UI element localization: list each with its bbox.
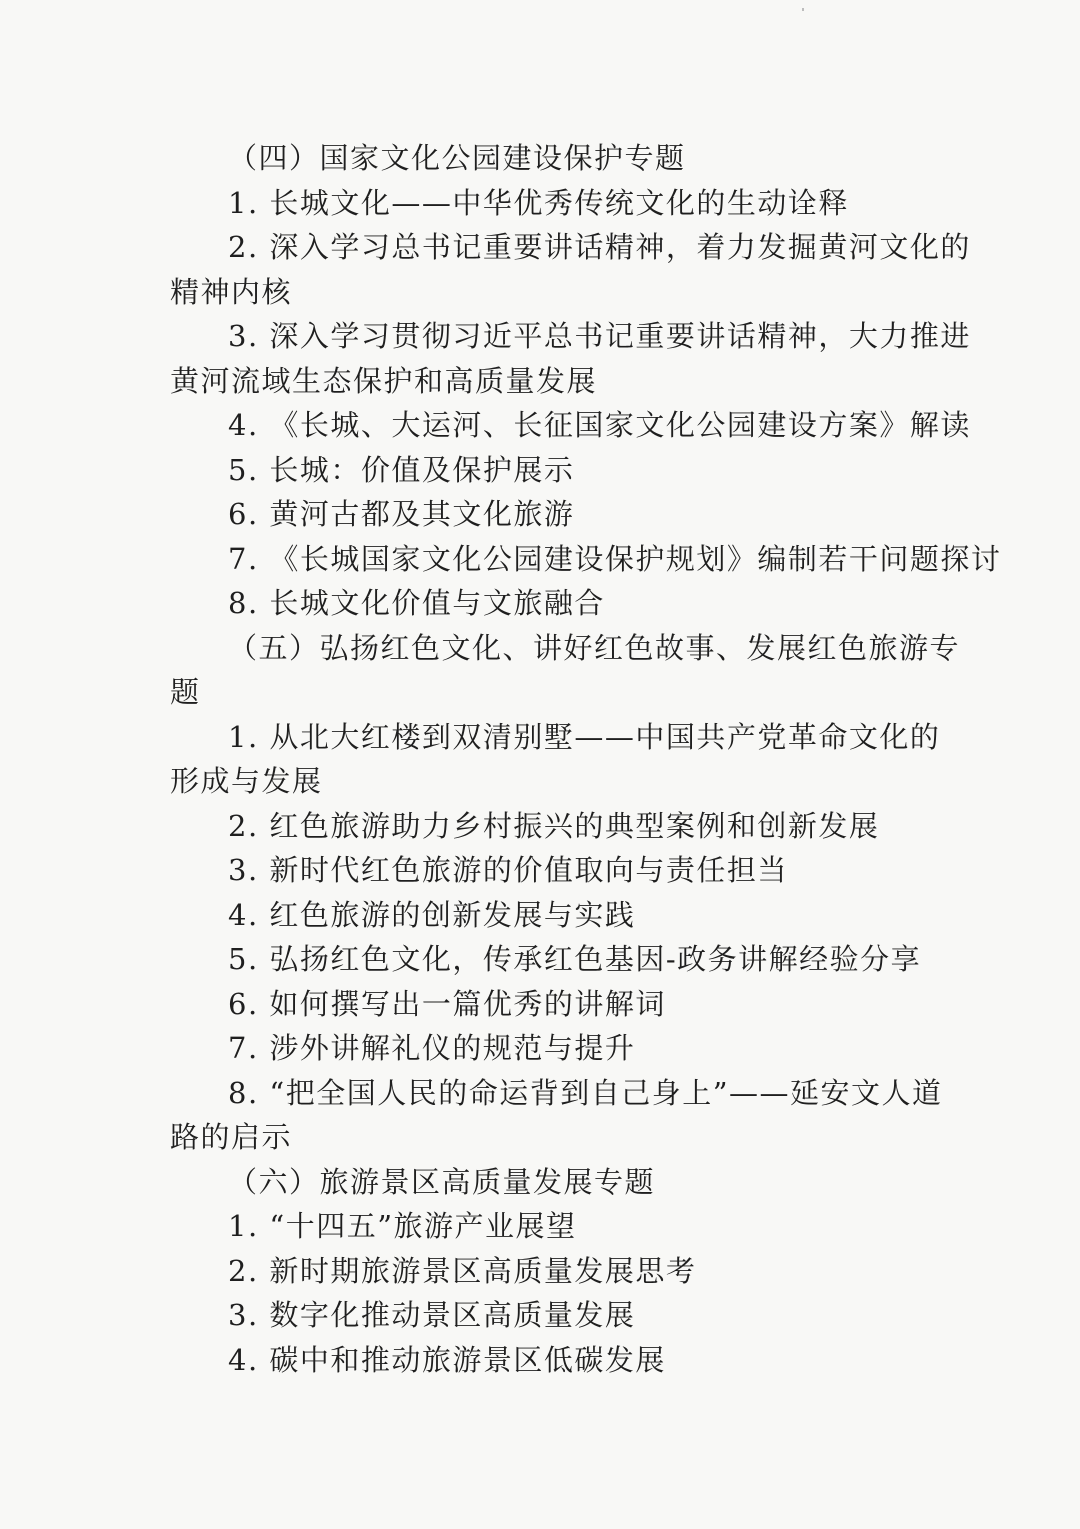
list-item: 1. 从北大红楼到双清别墅——中国共产党革命文化的 [228, 719, 941, 754]
list-item-continuation: 形成与发展 [170, 764, 323, 798]
section-heading-5: （五）弘扬红色文化、讲好红色故事、发展红色旅游专 [228, 630, 961, 665]
list-item-continuation: 精神内核 [170, 274, 293, 309]
list-item: 3. 新时代红色旅游的价值取向与责任担当 [228, 853, 788, 887]
list-item: 2. 红色旅游助力乡村振兴的典型案例和创新发展 [228, 808, 880, 843]
list-item: 7. 涉外讲解礼仪的规范与提升 [228, 1031, 636, 1065]
list-item-continuation: 路的启示 [170, 1120, 293, 1154]
list-item: 8. “把全国人民的命运背到自己身上”——延安文人道 [228, 1075, 943, 1110]
list-item: 1. 长城文化——中华优秀传统文化的生动诠释 [228, 185, 849, 220]
list-item: 2. 新时期旅游景区高质量发展思考 [228, 1253, 697, 1288]
list-item: 7. 《长城国家文化公园建设保护规划》编制若干问题探讨 [228, 541, 1002, 576]
list-item: 4. 《长城、大运河、长征国家文化公园建设方案》解读 [228, 408, 971, 442]
list-item: 5. 长城：价值及保护展示 [228, 452, 575, 487]
list-item: 6. 如何撰写出一篇优秀的讲解词 [228, 986, 666, 1021]
section-heading-4: （四）国家文化公园建设保护专题 [228, 141, 686, 175]
list-item: 1. “十四五”旅游产业展望 [228, 1209, 577, 1243]
list-item: 2. 深入学习总书记重要讲话精神，着力发掘黄河文化的 [228, 230, 971, 264]
list-item: 5. 弘扬红色文化，传承红色基因-政务讲解经验分享 [228, 942, 922, 976]
section-heading-continuation: 题 [170, 675, 201, 709]
list-item: 8. 长城文化价值与文旅融合 [228, 586, 605, 620]
list-item: 4. 红色旅游的创新发展与实践 [228, 897, 636, 932]
document-body [170, 136, 1002, 1382]
section-heading-6: （六）旅游景区高质量发展专题 [228, 1164, 656, 1199]
list-item-continuation: 黄河流域生态保护和高质量发展 [170, 363, 598, 398]
list-item: 3. 数字化推动景区高质量发展 [228, 1298, 636, 1332]
scan-speck [802, 8, 804, 11]
list-item: 4. 碳中和推动旅游景区低碳发展 [228, 1342, 666, 1377]
list-item: 3. 深入学习贯彻习近平总书记重要讲话精神，大力推进 [228, 319, 971, 353]
list-item: 6. 黄河古都及其文化旅游 [228, 497, 575, 531]
